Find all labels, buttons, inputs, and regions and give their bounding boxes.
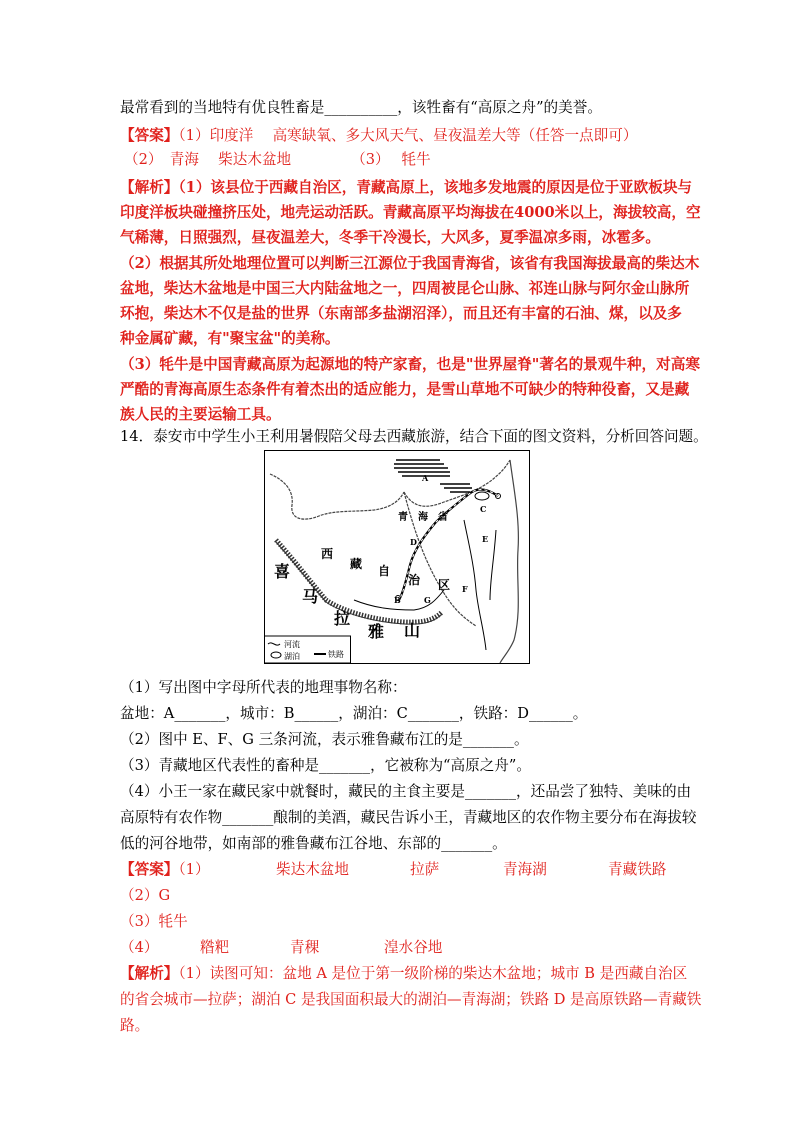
label-la: 拉	[334, 609, 351, 628]
label-b: B	[394, 595, 401, 605]
label-d: D	[410, 537, 417, 547]
label-f: F	[462, 584, 468, 594]
q14-question-1: （1）写出图中字母所代表的地理事物名称：	[120, 679, 407, 696]
q13-analysis-3-1: 严酷的青海高原生态条件有着杰出的适应能力，是雪山草地不可缺少的特种役畜，又是藏	[120, 381, 690, 398]
q14-analysis-2: 路。	[120, 1017, 150, 1034]
q13-answer-line1	[120, 126, 637, 146]
q14-analysis-0: （1）读图可知：盆地 A 是位于第一级阶梯的柴达木盆地；城市 B 是西藏自治区	[178, 965, 688, 982]
q14-question-1-blanks: 盆地：A_______，城市：B______，湖泊：C_______，铁路：D______。	[120, 705, 588, 722]
analysis-tag: 【解析】	[120, 179, 179, 196]
q13-answer-1: （1）印度洋 高寒缺氧、多大风天气、昼夜温差大等（任答一点即可）	[178, 127, 638, 144]
q14-answer-1-num: （1）	[178, 861, 210, 878]
q14-answer-4-a: 糌粑	[200, 939, 230, 956]
q13-analysis-2-0: （2）根据其所处地理位置可以判断三江源位于我国青海省，该省有我国海拔最高的柴达木	[120, 255, 700, 272]
q13-analysis-1-2: 气稀薄，日照强烈，昼夜温差大，冬季干冷漫长，大风多，夏季温凉多雨，冰雹多。	[120, 229, 660, 246]
q14-stem: 14．泰安市中学生小王利用暑假陪父母去西藏旅游，结合下面的图文资料，分析回答问题。	[120, 428, 708, 445]
q13-answer-3: （3） 牦牛	[351, 151, 431, 168]
q14-answer-4-b: 青稞	[290, 939, 320, 956]
label-zi: 自	[378, 564, 391, 578]
q14-answer-1-a: 柴达木盆地	[276, 861, 349, 878]
legend-lake: 湖泊	[284, 652, 300, 661]
q14-question-2: （2）图中 E、F、G 三条河流，表示雅鲁藏布江的是_______。	[120, 731, 529, 748]
q14-answer-4-num: （4）	[120, 939, 159, 956]
label-c: C	[480, 504, 487, 514]
label-a: A	[422, 473, 429, 483]
q14-question-4-2: 低的河谷地带，如南部的雅鲁藏布江谷地、东部的_______。	[120, 835, 507, 852]
label-shan: 山	[404, 621, 421, 640]
q14-question-4-0: （4）小王一家在藏民家中就餐时，藏民的主食主要是_______，还品尝了独特、美味的由	[120, 783, 692, 800]
q14-question-3: （3）青藏地区代表性的畜种是_______，它被称为“高原之舟”。	[120, 757, 531, 774]
q14-answer-1-b: 拉萨	[410, 861, 440, 878]
label-e: E	[482, 534, 489, 544]
label-qinghai: 青 海 省	[398, 512, 448, 523]
legend-railway: 铁路	[328, 650, 344, 659]
q14-analysis-1: 的省会城市—拉萨；湖泊 C 是我国面积最大的湖泊—青海湖；铁路 D 是高原铁路—青藏铁	[120, 991, 702, 1008]
q14-answer-2: （2）G	[120, 887, 171, 904]
label-xi-zang-2: 藏	[350, 557, 363, 571]
label-qu: 区	[438, 578, 451, 592]
q13-analysis-1-1: 印度洋板块碰撞挤压处，地壳运动活跃。青藏高原平均海拔在4000米以上，海拔较高，空	[120, 204, 701, 221]
q13-analysis-2-3: 种金属矿藏，有"聚宝盆"的美称。	[120, 330, 340, 347]
map-frame	[265, 451, 530, 664]
q13-answer-line2	[124, 150, 431, 170]
q13-answer-2: （2） 青海 柴达木盆地	[124, 151, 292, 168]
q13-analysis-2-1: 盆地，柴达木盆地是中国三大内陆盆地之一，四周被昆仑山脉、祁连山脉与阿尔金山脉所	[120, 280, 690, 297]
q14-answer-4-c: 湟水谷地	[384, 939, 443, 956]
legend-river: 河流	[284, 640, 300, 649]
answer-tag: 【答案】	[120, 127, 179, 144]
q14-answer-3: （3）牦牛	[120, 913, 188, 930]
q14-answer-1-c: 青海湖	[503, 861, 547, 878]
label-xi: 喜	[274, 562, 291, 581]
q14-analysis-line1	[120, 964, 687, 984]
q14-answer-1-d: 青藏铁路	[608, 861, 667, 878]
label-xi-zang-1: 西	[321, 547, 334, 561]
q13-analysis-2-2: 环抱，柴达木不仅是盐的世界（东南部多盐湖沼泽），而且还有丰富的石油、煤，以及多	[120, 305, 682, 322]
answer-tag: 【答案】	[120, 861, 179, 878]
tibet-map	[264, 450, 530, 664]
label-ma: 马	[302, 587, 319, 606]
label-zhi: 治	[408, 573, 421, 587]
label-g: G	[424, 595, 431, 605]
analysis-tag: 【解析】	[120, 965, 179, 982]
q13-analysis-3-2: 族人民的主要运输工具。	[120, 406, 281, 423]
label-ya: 雅	[368, 622, 385, 641]
q13-analysis-3-0: （3）牦牛是中国青藏高原为起源地的特产家畜，也是"世界屋脊"著名的景观牛种，对高寒	[120, 356, 700, 373]
q13-question-line: 最常看到的当地特有优良牲畜是__________，该牲畜有“高原之舟”的美誉。	[120, 99, 602, 116]
q13-analysis-1-0: （1）该县位于西藏自治区，青藏高原上，该地多发地震的原因是位于亚欧板块与	[178, 179, 693, 196]
map-legend	[265, 636, 351, 663]
q14-answer-line1	[120, 860, 210, 880]
q14-question-4-1: 高原特有农作物_______酿制的美酒，藏民告诉小王，青藏地区的农作物主要分布在海拔较	[120, 809, 697, 826]
qinghai-lake	[475, 492, 489, 500]
q13-analysis-line1	[120, 178, 692, 198]
legend-lake-icon	[271, 652, 281, 658]
